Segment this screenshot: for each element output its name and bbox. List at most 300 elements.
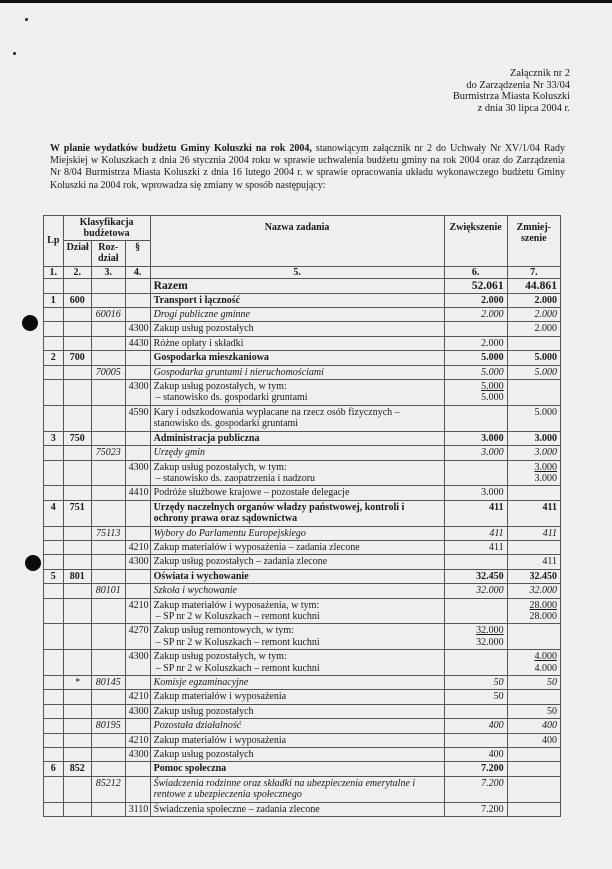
lp-cell bbox=[44, 555, 64, 569]
paragraf-row bbox=[44, 540, 561, 554]
rozdzial-row bbox=[44, 776, 561, 802]
lp-cell bbox=[44, 322, 64, 336]
rozdzial-row bbox=[44, 584, 561, 598]
zwiekszenie-cell bbox=[444, 380, 507, 406]
rozdzial-cell: 75113 bbox=[91, 526, 125, 540]
paragraf-cell: 4300 bbox=[125, 380, 150, 406]
rozdzial-row bbox=[44, 308, 561, 322]
paragraf-row bbox=[44, 733, 561, 747]
nazwa-cell: Zakup usług pozostałych bbox=[150, 748, 444, 762]
paragraf-cell bbox=[125, 569, 150, 583]
nazwa-subline: – stanowisko ds. zaopatrzenia i nadzoru bbox=[155, 472, 316, 484]
zmniejszenie-cell: 50 bbox=[507, 704, 560, 718]
lp-cell bbox=[44, 624, 64, 650]
lp-cell bbox=[44, 446, 64, 460]
rozdzial-cell: 80145 bbox=[91, 676, 125, 690]
zmniejszenie-cell: 400 bbox=[507, 719, 560, 733]
paragraf-cell bbox=[125, 500, 150, 526]
nazwa-cell: Świadczenia społeczne – zadania zlecone bbox=[150, 802, 444, 816]
zwiekszenie-cell: 3.000 bbox=[444, 431, 507, 445]
lp-cell bbox=[44, 598, 64, 624]
rozdzial-cell bbox=[91, 690, 125, 704]
dzial-row bbox=[44, 500, 561, 526]
dzial-cell bbox=[63, 704, 91, 718]
lp-cell bbox=[44, 460, 64, 486]
amount-total bbox=[511, 625, 557, 636]
zmniejszenie-cell bbox=[507, 540, 560, 554]
column-number: 2. bbox=[63, 266, 91, 278]
rozdzial-cell: 80101 bbox=[91, 584, 125, 598]
budget-table bbox=[43, 215, 561, 817]
cell bbox=[125, 279, 150, 293]
dzial-row bbox=[44, 293, 561, 307]
zwiekszenie-cell: 2.000 bbox=[444, 293, 507, 307]
lp-cell bbox=[44, 704, 64, 718]
lp-cell bbox=[44, 365, 64, 379]
paragraf-cell bbox=[125, 365, 150, 379]
dzial-cell: 600 bbox=[63, 293, 91, 307]
rozdzial-cell bbox=[91, 624, 125, 650]
nazwa-cell: Podróże służbowe krajowe – pozostałe delegacje bbox=[150, 486, 444, 500]
lp-cell bbox=[44, 650, 64, 676]
amount-detail: 5.000 bbox=[481, 392, 504, 404]
nazwa-cell: Gospodarka mieszkaniowa bbox=[150, 351, 444, 365]
zmniejszenie-cell bbox=[507, 690, 560, 704]
nazwa-cell: Zakup usług pozostałych – zadania zlecone bbox=[150, 555, 444, 569]
nazwa-line: Zakup usług pozostałych, w tym: bbox=[153, 461, 287, 473]
rozdzial-cell bbox=[91, 569, 125, 583]
paragraf-cell: 4210 bbox=[125, 690, 150, 704]
nazwa-cell: Zakup materiałów i wyposażenia bbox=[150, 690, 444, 704]
scan-speck bbox=[13, 52, 16, 55]
paragraf-row bbox=[44, 336, 561, 350]
zmniejszenie-cell bbox=[507, 336, 560, 350]
nazwa-cell: Zakup usług pozostałych bbox=[150, 322, 444, 336]
paragraf-cell bbox=[125, 446, 150, 460]
lp-cell bbox=[44, 486, 64, 500]
rozdzial-row bbox=[44, 446, 561, 460]
zwiekszenie-cell bbox=[444, 624, 507, 650]
rozdzial-cell bbox=[91, 555, 125, 569]
nazwa-subline: – SP nr 2 w Koluszkach – remont kuchni bbox=[155, 662, 320, 674]
zmniejszenie-cell bbox=[507, 802, 560, 816]
amount-total bbox=[448, 651, 504, 662]
nazwa-cell: Gospodarka gruntami i nieruchomościami bbox=[150, 365, 444, 379]
paragraf-cell: 4590 bbox=[125, 405, 150, 431]
zmniejszenie-cell bbox=[507, 762, 560, 776]
zmniejszenie-cell bbox=[507, 650, 560, 676]
nazwa-line: Zakup materiałów i wyposażenia, w tym: bbox=[153, 599, 320, 611]
paragraf-row bbox=[44, 748, 561, 762]
total-zmniejszenie: 44.861 bbox=[507, 279, 560, 293]
lp-cell bbox=[44, 526, 64, 540]
header-zmniejszenie: Zmniej- szenie bbox=[507, 216, 560, 267]
zwiekszenie-cell: 411 bbox=[444, 526, 507, 540]
lp-cell bbox=[44, 540, 64, 554]
zmniejszenie-cell: 5.000 bbox=[507, 351, 560, 365]
dzial-row bbox=[44, 431, 561, 445]
dzial-cell bbox=[63, 650, 91, 676]
zwiekszenie-cell: 411 bbox=[444, 540, 507, 554]
nazwa-line: Zakup usług remontowych, w tym: bbox=[153, 625, 294, 637]
zwiekszenie-cell bbox=[444, 650, 507, 676]
zmniejszenie-cell bbox=[507, 598, 560, 624]
amount-total: 28.000 bbox=[529, 599, 557, 611]
rozdzial-cell bbox=[91, 704, 125, 718]
dzial-cell bbox=[63, 336, 91, 350]
header-lp: Lp bbox=[44, 216, 64, 267]
nazwa-line: Zakup usług pozostałych, w tym: bbox=[153, 651, 287, 663]
zmniejszenie-cell: 411 bbox=[507, 500, 560, 526]
cell bbox=[91, 279, 125, 293]
dzial-cell bbox=[63, 598, 91, 624]
nazwa-cell bbox=[150, 460, 444, 486]
paragraf-cell bbox=[125, 719, 150, 733]
rozdzial-cell bbox=[91, 762, 125, 776]
paragraf-cell bbox=[125, 762, 150, 776]
dzial-cell: 751 bbox=[63, 500, 91, 526]
dzial-cell bbox=[63, 776, 91, 802]
zwiekszenie-cell: 7.200 bbox=[444, 776, 507, 802]
nazwa-cell bbox=[150, 650, 444, 676]
paragraf-row bbox=[44, 380, 561, 406]
rozdzial-row bbox=[44, 526, 561, 540]
rozdzial-cell bbox=[91, 500, 125, 526]
lp-cell bbox=[44, 676, 64, 690]
amount-total bbox=[511, 381, 557, 392]
lp-cell bbox=[44, 380, 64, 406]
paragraf-cell: 4430 bbox=[125, 336, 150, 350]
header-klasyfikacja: Klasyfikacja budżetowa bbox=[63, 216, 150, 241]
column-number: 3. bbox=[91, 266, 125, 278]
column-number: 7. bbox=[507, 266, 560, 278]
lp-cell: 1 bbox=[44, 293, 64, 307]
dzial-cell bbox=[63, 624, 91, 650]
lp-cell bbox=[44, 748, 64, 762]
paragraf-cell bbox=[125, 526, 150, 540]
rozdzial-cell bbox=[91, 540, 125, 554]
zmniejszenie-cell bbox=[507, 624, 560, 650]
nazwa-cell: Świadczenia rodzinne oraz składki na ubezpieczenia emerytalne i rentowe z ubezpieczenia społecznego bbox=[150, 776, 444, 802]
dzial-cell: 750 bbox=[63, 431, 91, 445]
rozdzial-cell bbox=[91, 733, 125, 747]
zmniejszenie-cell: 411 bbox=[507, 555, 560, 569]
dzial-cell bbox=[63, 733, 91, 747]
zwiekszenie-cell: 7.200 bbox=[444, 802, 507, 816]
nazwa-cell: Wybory do Parlamentu Europejskiego bbox=[150, 526, 444, 540]
amount-detail bbox=[511, 392, 557, 403]
intro-bold: W planie wydatków budżetu Gminy Koluszki na rok 2004, bbox=[50, 143, 312, 154]
zwiekszenie-cell: 50 bbox=[444, 690, 507, 704]
amount-total: 32.000 bbox=[476, 625, 504, 637]
lp-cell bbox=[44, 802, 64, 816]
dzial-row bbox=[44, 351, 561, 365]
zmniejszenie-cell: 3.000 bbox=[507, 446, 560, 460]
rozdzial-cell bbox=[91, 293, 125, 307]
dzial-cell bbox=[63, 526, 91, 540]
paragraf-cell: 4300 bbox=[125, 322, 150, 336]
amount-total bbox=[448, 462, 504, 473]
rozdzial-row bbox=[44, 719, 561, 733]
zmniejszenie-cell bbox=[507, 380, 560, 406]
cell bbox=[44, 279, 64, 293]
intro-paragraph bbox=[50, 143, 565, 192]
zwiekszenie-cell: 2.000 bbox=[444, 336, 507, 350]
zmniejszenie-cell: 32.000 bbox=[507, 584, 560, 598]
annex-line: Załącznik nr 2 bbox=[509, 68, 570, 79]
rozdzial-cell: 75023 bbox=[91, 446, 125, 460]
rozdzial-row bbox=[44, 365, 561, 379]
lp-cell: 4 bbox=[44, 500, 64, 526]
rozdzial-cell bbox=[91, 336, 125, 350]
zmniejszenie-cell: 5.000 bbox=[507, 405, 560, 431]
dzial-row bbox=[44, 569, 561, 583]
zwiekszenie-cell bbox=[444, 704, 507, 718]
zwiekszenie-cell: 5.000 bbox=[444, 365, 507, 379]
header-dzial: Dział bbox=[63, 241, 91, 267]
zmniejszenie-cell: 2.000 bbox=[507, 322, 560, 336]
nazwa-line: Zakup usług pozostałych, w tym: bbox=[153, 381, 287, 393]
zwiekszenie-cell: 5.000 bbox=[444, 351, 507, 365]
header-zwiekszenie: Zwiększenie bbox=[444, 216, 507, 267]
zwiekszenie-cell: 2.000 bbox=[444, 308, 507, 322]
zwiekszenie-cell bbox=[444, 405, 507, 431]
paragraf-row bbox=[44, 460, 561, 486]
zwiekszenie-cell: 3.000 bbox=[444, 446, 507, 460]
amount-detail: 3.000 bbox=[534, 472, 557, 484]
column-number: 4. bbox=[125, 266, 150, 278]
rozdzial-cell bbox=[91, 431, 125, 445]
paragraf-cell bbox=[125, 351, 150, 365]
dzial-cell: 700 bbox=[63, 351, 91, 365]
amount-detail bbox=[448, 663, 504, 674]
dzial-cell: * bbox=[63, 676, 91, 690]
zmniejszenie-cell bbox=[507, 748, 560, 762]
zmniejszenie-cell: 50 bbox=[507, 676, 560, 690]
paragraf-row bbox=[44, 690, 561, 704]
lp-cell bbox=[44, 584, 64, 598]
amount-total bbox=[448, 600, 504, 611]
zwiekszenie-cell bbox=[444, 555, 507, 569]
dzial-cell bbox=[63, 486, 91, 500]
paragraf-row bbox=[44, 322, 561, 336]
total-row bbox=[44, 279, 561, 293]
lp-cell: 3 bbox=[44, 431, 64, 445]
column-number: 6. bbox=[444, 266, 507, 278]
paragraf-cell bbox=[125, 584, 150, 598]
dzial-cell bbox=[63, 540, 91, 554]
dzial-cell: 801 bbox=[63, 569, 91, 583]
paragraf-row bbox=[44, 598, 561, 624]
paragraf-cell: 4270 bbox=[125, 624, 150, 650]
nazwa-cell: Oświata i wychowanie bbox=[150, 569, 444, 583]
column-number: 1. bbox=[44, 266, 64, 278]
paragraf-cell bbox=[125, 776, 150, 802]
lp-cell: 2 bbox=[44, 351, 64, 365]
nazwa-cell: Pomoc społeczna bbox=[150, 762, 444, 776]
nazwa-cell bbox=[150, 598, 444, 624]
dzial-cell bbox=[63, 460, 91, 486]
nazwa-subline: – SP nr 2 w Koluszkach – remont kuchni bbox=[155, 636, 320, 648]
amount-detail bbox=[448, 611, 504, 622]
zwiekszenie-cell: 411 bbox=[444, 500, 507, 526]
nazwa-subline: – SP nr 2 w Koluszkach – remont kuchni bbox=[155, 610, 320, 622]
amount-detail bbox=[448, 473, 504, 484]
dzial-cell bbox=[63, 555, 91, 569]
zwiekszenie-cell: 7.200 bbox=[444, 762, 507, 776]
zmniejszenie-cell: 411 bbox=[507, 526, 560, 540]
rozdzial-cell bbox=[91, 802, 125, 816]
nazwa-cell: Kary i odszkodowania wypłacane na rzecz osób fizycznych – stanowisko ds. gospodarki gruntami bbox=[150, 405, 444, 431]
rozdzial-cell: 85212 bbox=[91, 776, 125, 802]
paragraf-cell: 4300 bbox=[125, 460, 150, 486]
rozdzial-cell bbox=[91, 351, 125, 365]
rozdzial-cell bbox=[91, 322, 125, 336]
zmniejszenie-cell: 32.450 bbox=[507, 569, 560, 583]
lp-cell: 5 bbox=[44, 569, 64, 583]
nazwa-cell: Komisje egzaminacyjne bbox=[150, 676, 444, 690]
rozdzial-row bbox=[44, 676, 561, 690]
nazwa-cell: Zakup materiałów i wyposażenia bbox=[150, 733, 444, 747]
zmniejszenie-cell: 3.000 bbox=[507, 431, 560, 445]
lp-cell bbox=[44, 776, 64, 802]
rozdzial-cell bbox=[91, 380, 125, 406]
paragraf-cell: 4210 bbox=[125, 598, 150, 624]
annex-line: Burmistrza Miasta Koluszki bbox=[452, 91, 570, 103]
column-numbers-row bbox=[44, 266, 561, 278]
paragraf-cell: 4210 bbox=[125, 733, 150, 747]
zmniejszenie-cell: 400 bbox=[507, 733, 560, 747]
dzial-cell bbox=[63, 690, 91, 704]
amount-detail: 28.000 bbox=[529, 610, 557, 622]
intro-text: stanowiącym załącznik nr 2 do Uchwały Nr XV/1/04 Rady Miejskiej w Koluszkach z dnia 26 stycznia 2004 roku w sprawie uchwalenia budżetu gminy na rok 2004 oraz do Zarządzenia Nr 8/04 Burmistrza Miasta Koluszki z dnia 16 lutego 2004 r. w sprawie opracowania układu wykonawczego budżetu Gminy Koluszki na 2004 rok, wprowadza się zmiany w sposób następujący: bbox=[50, 143, 565, 191]
dzial-cell bbox=[63, 322, 91, 336]
annex-line: do Zarządzenia Nr 33/04 bbox=[466, 79, 570, 91]
rozdzial-cell: 70005 bbox=[91, 365, 125, 379]
dzial-cell bbox=[63, 380, 91, 406]
lp-cell bbox=[44, 719, 64, 733]
column-number: 5. bbox=[150, 266, 444, 278]
nazwa-cell: Urzędy gmin bbox=[150, 446, 444, 460]
dzial-cell bbox=[63, 308, 91, 322]
dzial-cell bbox=[63, 405, 91, 431]
zwiekszenie-cell: 32.450 bbox=[444, 569, 507, 583]
zmniejszenie-cell bbox=[507, 776, 560, 802]
paragraf-cell bbox=[125, 308, 150, 322]
scan-speck bbox=[25, 18, 28, 21]
lp-cell bbox=[44, 690, 64, 704]
nazwa-cell: Szkoła i wychowanie bbox=[150, 584, 444, 598]
dzial-cell bbox=[63, 802, 91, 816]
zwiekszenie-cell: 400 bbox=[444, 719, 507, 733]
amount-detail: 4.000 bbox=[534, 662, 557, 674]
paragraf-row bbox=[44, 486, 561, 500]
dzial-cell bbox=[63, 584, 91, 598]
paragraf-row bbox=[44, 704, 561, 718]
zmniejszenie-cell bbox=[507, 486, 560, 500]
paragraf-row bbox=[44, 624, 561, 650]
scan-edge bbox=[0, 0, 612, 3]
dzial-cell bbox=[63, 446, 91, 460]
nazwa-cell bbox=[150, 380, 444, 406]
rozdzial-cell bbox=[91, 650, 125, 676]
total-label: Razem bbox=[150, 279, 444, 293]
nazwa-cell: Administracja publiczna bbox=[150, 431, 444, 445]
dzial-row bbox=[44, 762, 561, 776]
zmniejszenie-cell: 2.000 bbox=[507, 308, 560, 322]
zwiekszenie-cell bbox=[444, 322, 507, 336]
amount-total: 5.000 bbox=[481, 381, 504, 393]
rozdzial-cell: 80195 bbox=[91, 719, 125, 733]
zmniejszenie-cell: 5.000 bbox=[507, 365, 560, 379]
rozdzial-cell bbox=[91, 460, 125, 486]
paragraf-row bbox=[44, 555, 561, 569]
paragraf-cell: 4300 bbox=[125, 704, 150, 718]
zwiekszenie-cell: 3.000 bbox=[444, 486, 507, 500]
lp-cell: 6 bbox=[44, 762, 64, 776]
zwiekszenie-cell bbox=[444, 733, 507, 747]
header-nazwa: Nazwa zadania bbox=[150, 216, 444, 267]
dzial-cell bbox=[63, 748, 91, 762]
paragraf-row bbox=[44, 405, 561, 431]
rozdzial-cell bbox=[91, 486, 125, 500]
paragraf-cell: 3110 bbox=[125, 802, 150, 816]
amount-detail bbox=[511, 637, 557, 648]
nazwa-cell: Pozostała działalność bbox=[150, 719, 444, 733]
punch-hole bbox=[22, 315, 38, 331]
paragraf-cell: 4300 bbox=[125, 555, 150, 569]
zwiekszenie-cell: 50 bbox=[444, 676, 507, 690]
amount-total: 4.000 bbox=[534, 651, 557, 663]
lp-cell bbox=[44, 405, 64, 431]
zmniejszenie-cell bbox=[507, 460, 560, 486]
paragraf-cell: 4300 bbox=[125, 748, 150, 762]
paragraf-cell bbox=[125, 431, 150, 445]
paragraf-cell: 4410 bbox=[125, 486, 150, 500]
dzial-cell bbox=[63, 365, 91, 379]
lp-cell bbox=[44, 733, 64, 747]
nazwa-cell: Zakup materiałów i wyposażenia – zadania zlecone bbox=[150, 540, 444, 554]
rozdzial-cell bbox=[91, 598, 125, 624]
zwiekszenie-cell: 32.000 bbox=[444, 584, 507, 598]
nazwa-cell: Urzędy naczelnych organów władzy państwowej, kontroli i ochrony prawa oraz sądownictwa bbox=[150, 500, 444, 526]
paragraf-cell bbox=[125, 293, 150, 307]
nazwa-cell: Transport i łączność bbox=[150, 293, 444, 307]
nazwa-cell: Drogi publiczne gminne bbox=[150, 308, 444, 322]
zmniejszenie-cell: 2.000 bbox=[507, 293, 560, 307]
header-rozdzial: Roz- dział bbox=[91, 241, 125, 267]
nazwa-cell: Różne opłaty i składki bbox=[150, 336, 444, 350]
rozdzial-cell bbox=[91, 748, 125, 762]
punch-hole bbox=[25, 555, 41, 571]
amount-total: 3.000 bbox=[534, 461, 557, 473]
lp-cell bbox=[44, 308, 64, 322]
total-zwiekszenie: 52.061 bbox=[444, 279, 507, 293]
paragraf-row bbox=[44, 802, 561, 816]
cell bbox=[63, 279, 91, 293]
annex-line: z dnia 30 lipca 2004 r. bbox=[477, 102, 570, 114]
dzial-cell bbox=[63, 719, 91, 733]
rozdzial-cell bbox=[91, 405, 125, 431]
header-paragraf: § bbox=[125, 241, 150, 267]
paragraf-cell: 4300 bbox=[125, 650, 150, 676]
zwiekszenie-cell bbox=[444, 460, 507, 486]
zwiekszenie-cell: 400 bbox=[444, 748, 507, 762]
zwiekszenie-cell bbox=[444, 598, 507, 624]
dzial-cell: 852 bbox=[63, 762, 91, 776]
nazwa-cell bbox=[150, 624, 444, 650]
lp-cell bbox=[44, 336, 64, 350]
